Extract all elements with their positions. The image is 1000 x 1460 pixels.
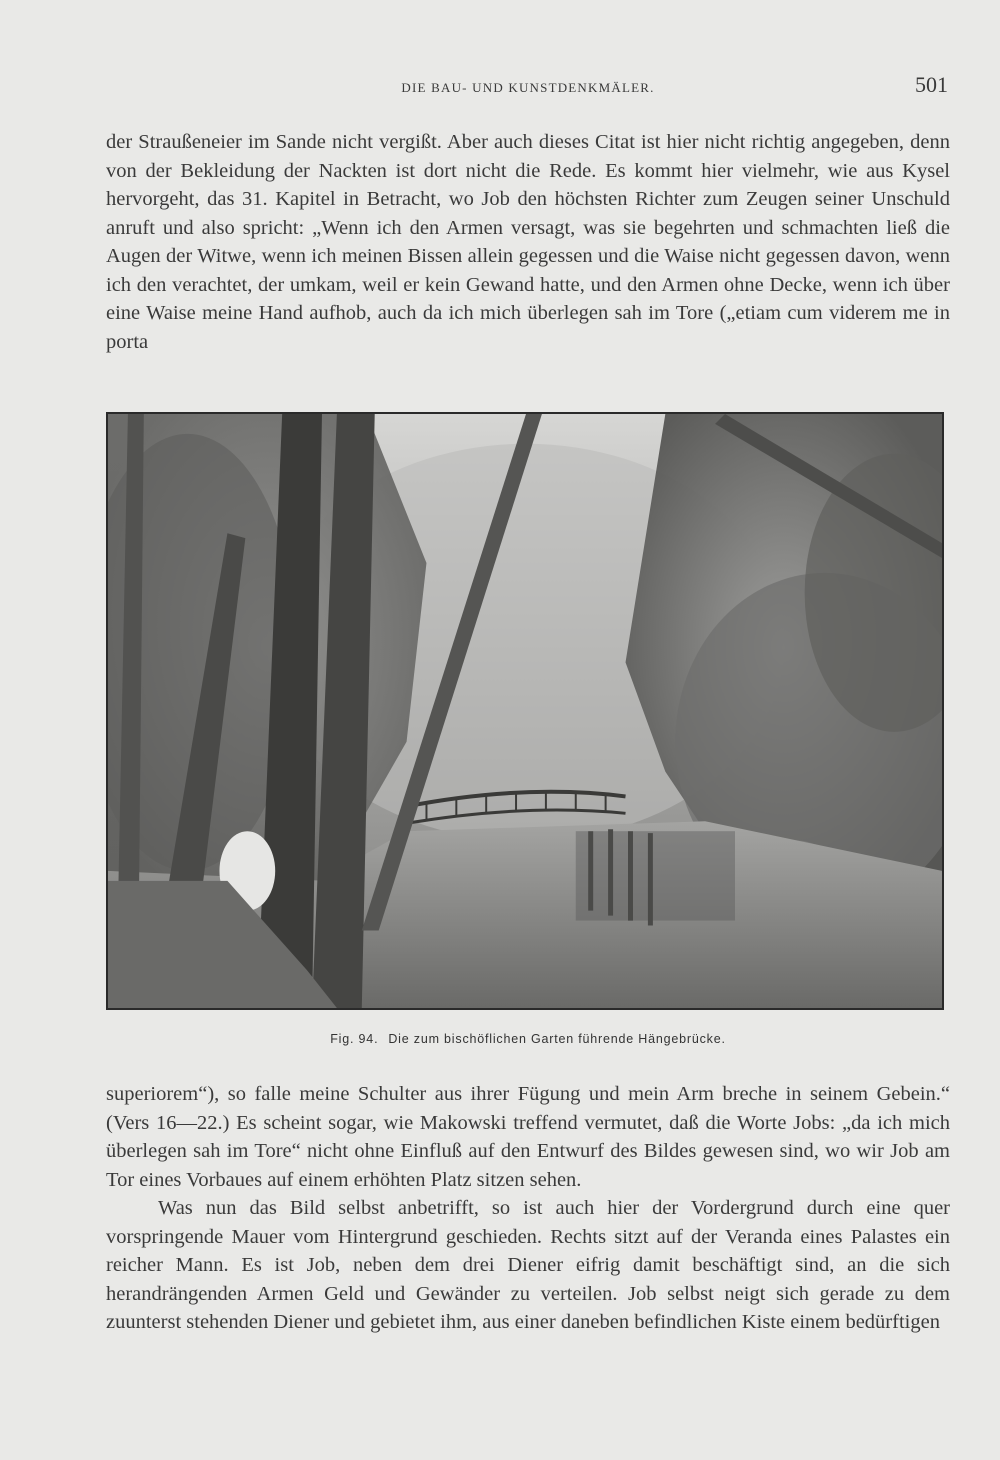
figure-caption-text: Die zum bischöflichen Garten führende Hängebrücke. <box>388 1032 726 1046</box>
figure-caption <box>106 1032 950 1046</box>
running-head: DIE BAU- UND KUNSTDENKMÄLER. <box>401 80 655 95</box>
figure-photograph <box>106 412 944 1010</box>
page-header <box>106 72 950 100</box>
text-block-top <box>106 128 950 356</box>
page-number: 501 <box>915 72 948 97</box>
paragraph-image-description: Was nun das Bild selbst anbetrifft, so ist auch hier der Vordergrund durch eine quer vorspringende Mauer vom Hintergrund geschieden. Rechts sitzt auf der Veranda eines Palastes ein reicher Mann. Es ist Job, neben dem drei Diener eifrig damit beschäftigt sind, an die sich herandrängenden Armen Geld und Gewänder zu verteilen. Job selbst neigt sich gerade zu dem zuunterst stehenden Diener und gebietet ihm, aus einer daneben befindlichen Kiste einem bedürftigen <box>106 1197 950 1333</box>
figure-number: Fig. 94. <box>330 1032 379 1046</box>
text-block-bottom <box>106 1080 950 1337</box>
bridge-photo-illustration <box>108 414 942 1008</box>
paragraph-quote-end: superiorem“), so falle meine Schulter aus ihrer Fügung und mein Arm breche in seinem Gebein.“ (Vers 16—22.) Es scheint sogar, wie Makowski treffend vermutet, daß die Worte Jobs: „da ich mich überlegen sah im Tore“ nicht ohne Einfluß auf den Entwurf des Bildes gewesen sind, wo wir Job am Tor eines Vorbaues auf einem erhöhten Platz sitzen sehen. <box>106 1083 950 1191</box>
paragraph-continuation: der Straußeneier im Sande nicht vergißt. Aber auch dieses Citat ist hier nicht richtig angegeben, denn von der Bekleidung der Nackten ist dort nicht die Rede. Es kommt hier vielmehr, wie aus Kysel hervorgeht, das 31. Kapitel in Betracht, wo Job den höchsten Richter zum Zeugen seiner Unschuld anruft und also spricht: „Wenn ich den Armen versagt, was sie begehrten und schmachten ließ die Augen der Witwe, wenn ich meinen Bissen allein gegessen und die Waise nicht gegessen davon, wenn ich den verachtet, der umkam, weil er kein Gewand hatte, und den Armen ohne Decke, wenn ich über eine Waise meine Hand aufhob, auch da ich mich überlegen sah im Tore („etiam cum viderem me in porta <box>106 131 950 353</box>
